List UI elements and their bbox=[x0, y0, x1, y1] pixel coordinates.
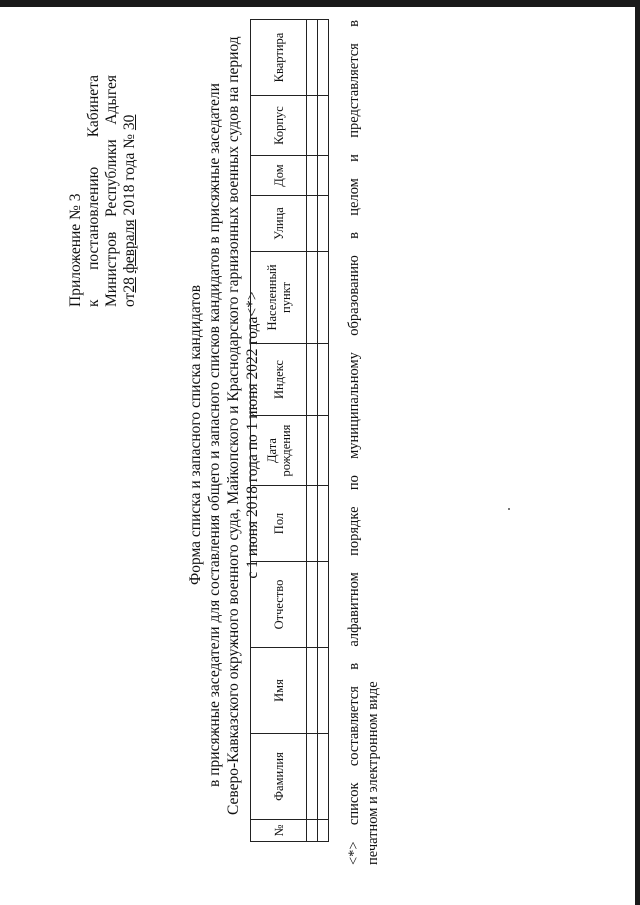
table-cell bbox=[318, 344, 329, 416]
appendix-block bbox=[67, 75, 139, 307]
title-line-1: Форма списка и запасного списка кандидатов bbox=[187, 284, 204, 586]
footnote-word: в bbox=[346, 232, 362, 239]
appendix-word: к bbox=[85, 299, 102, 307]
header-cell: № bbox=[251, 820, 307, 842]
header-cell: Населенный пункт bbox=[251, 252, 307, 344]
header-cell: Фамилия bbox=[251, 734, 307, 820]
appendix-line-3 bbox=[103, 75, 121, 307]
footnote-word: образованию bbox=[346, 255, 362, 336]
appendix-date-month: февраля bbox=[121, 219, 138, 274]
table-cell bbox=[318, 416, 329, 486]
footnote-word: список bbox=[346, 782, 362, 826]
table-row bbox=[318, 20, 329, 842]
footnote-line-1 bbox=[345, 20, 364, 865]
table-cell bbox=[307, 416, 318, 486]
header-cell: Индекс bbox=[251, 344, 307, 416]
table-header-row bbox=[251, 20, 307, 842]
table-cell bbox=[318, 156, 329, 196]
appendix-line-2 bbox=[85, 75, 103, 307]
table-cell bbox=[307, 648, 318, 734]
appendix-date-day: 28 bbox=[121, 277, 138, 293]
table-cell bbox=[318, 196, 329, 252]
appendix-number: 30 bbox=[121, 114, 138, 131]
footnote-word: в bbox=[346, 662, 362, 670]
table-cell bbox=[307, 820, 318, 842]
footnote bbox=[345, 20, 383, 865]
appendix-word: постановлению bbox=[85, 166, 102, 270]
appendix-word: Министров bbox=[103, 231, 120, 307]
appendix-line-1 bbox=[67, 75, 85, 307]
table-cell bbox=[307, 196, 318, 252]
title-line-4: с 1 июня 2018 года по 1 июня 2022 года<*> bbox=[244, 291, 261, 579]
footnote-word: и bbox=[346, 154, 362, 162]
title-line-3: Северо-Кавказского окружного военного суда, Майкопского и Краснодарского гарнизонных военных судов на период bbox=[225, 36, 242, 815]
header-cell: Дата рождения bbox=[251, 416, 307, 486]
appendix-word: Кабинета bbox=[85, 75, 102, 138]
footnote-word: представляется bbox=[346, 43, 362, 138]
footnote-word: составляется bbox=[346, 686, 362, 767]
scan-speck bbox=[508, 508, 510, 510]
table-cell bbox=[307, 734, 318, 820]
table-cell bbox=[318, 734, 329, 820]
table-cell bbox=[318, 96, 329, 156]
appendix-title: Приложение № 3 bbox=[67, 193, 84, 307]
footnote-word: муниципальному bbox=[346, 352, 362, 459]
table-cell bbox=[307, 20, 318, 96]
table-cell bbox=[318, 820, 329, 842]
table-cell bbox=[307, 562, 318, 648]
header-cell: Дом bbox=[251, 156, 307, 196]
table-cell bbox=[307, 344, 318, 416]
footnote-word: <*> bbox=[346, 841, 362, 865]
header-cell: Квартира bbox=[251, 20, 307, 96]
table-cell bbox=[318, 648, 329, 734]
candidates-table bbox=[250, 19, 329, 842]
table-row bbox=[307, 20, 318, 842]
table-cell bbox=[307, 96, 318, 156]
appendix-word: Республики bbox=[103, 139, 120, 218]
footnote-word: в bbox=[346, 20, 362, 27]
appendix-line-4 bbox=[121, 75, 139, 307]
footnote-word: по bbox=[346, 475, 362, 491]
table-cell bbox=[318, 486, 329, 562]
footnote-line-2: печатном и электронном виде bbox=[365, 681, 381, 865]
table-cell bbox=[318, 20, 329, 96]
header-cell: Пол bbox=[251, 486, 307, 562]
header-cell: Отчество bbox=[251, 562, 307, 648]
table-cell bbox=[318, 252, 329, 344]
footnote-word: целом bbox=[346, 178, 362, 216]
title-line-2: в присяжные заседатели для составления общего и запасного списков кандидатов в присяжные заседатели bbox=[206, 83, 223, 787]
appendix-date-year: 2018 года № bbox=[121, 133, 138, 216]
table-cell bbox=[307, 486, 318, 562]
header-cell: Имя bbox=[251, 648, 307, 734]
header-cell: Улица bbox=[251, 196, 307, 252]
table-cell bbox=[307, 156, 318, 196]
footnote-word: алфавитном bbox=[346, 572, 362, 647]
header-cell: Корпус bbox=[251, 96, 307, 156]
table-cell bbox=[318, 562, 329, 648]
footnote-word: порядке bbox=[346, 506, 362, 556]
table-cell bbox=[307, 252, 318, 344]
appendix-date-prefix: от bbox=[121, 292, 138, 307]
appendix-word: Адыгея bbox=[103, 75, 120, 125]
